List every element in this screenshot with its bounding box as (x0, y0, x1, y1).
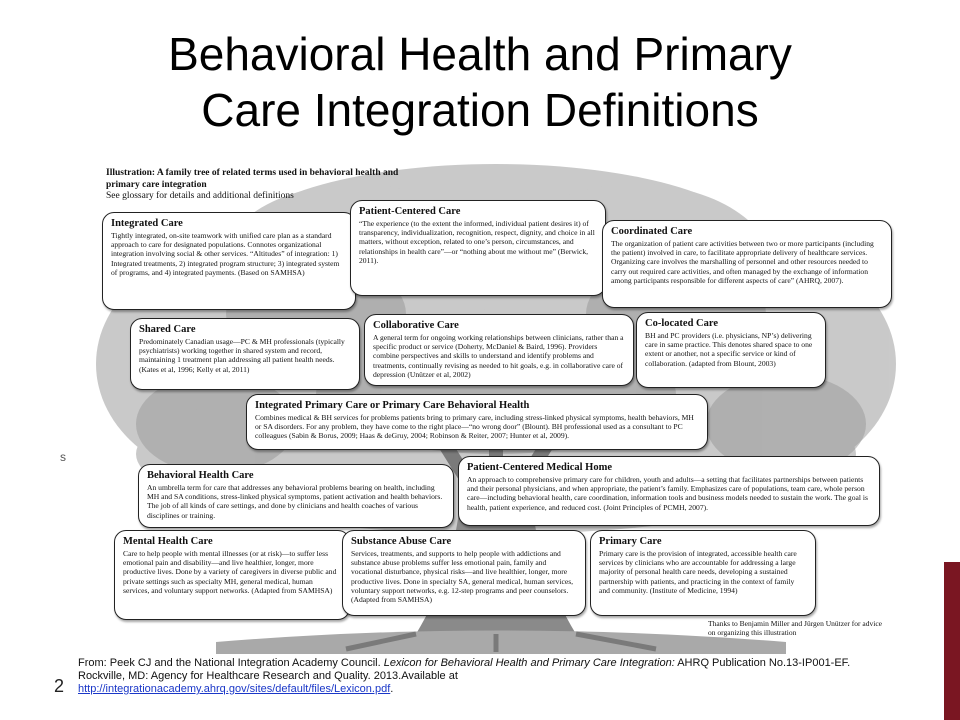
definition-box-coordinated-care (602, 220, 892, 308)
definition-box-patient-centered-medical-home (458, 456, 880, 526)
definition-box-co-located-care (636, 312, 826, 388)
figure-caption-title: Illustration: A family tree of related terms used in behavioral health and primary care integration (106, 168, 399, 190)
definition-box-collaborative-care (364, 314, 634, 386)
citation-link[interactable]: http://integrationacademy.ahrq.gov/sites/default/files/Lexicon.pdf (78, 683, 391, 695)
definition-title: Mental Health Care (123, 536, 213, 547)
definition-title: Collaborative Care (373, 320, 459, 331)
citation-details: AHRQ Publication No.13-IP001-EF. Rockville, MD: Agency for Healthcare Research and Quality. 2013.Available at (78, 657, 851, 682)
definition-title: Patient-Centered Care (359, 206, 461, 217)
definition-title: Shared Care (139, 324, 196, 335)
citation-end: . (390, 683, 394, 695)
title-line-2: Care Integration Definitions (201, 84, 759, 136)
definition-body: Tightly integrated, on-site teamwork with unified care plan as a standard approach to care for designated populations. Connotes organizational integration involving social & other services. “Altitudes” of integration: 1) Integrated treatments, 2) integrated program structure; 3) integrated system of programs, and 4) integrated payments. (Based on SAMHSA) (111, 231, 340, 277)
definition-box-shared-care (130, 318, 360, 390)
definition-title: Substance Abuse Care (351, 536, 452, 547)
title-line-1: Behavioral Health and Primary (168, 28, 792, 80)
definition-body: Predominately Canadian usage—PC & MH professionals (typically psychiatrists) working together in shared system and record, maintaining 1 treatment plan addressing all patient health needs. (Kates et al, 1996; Kelly et al, 2011) (139, 337, 345, 374)
definition-body: The organization of patient care activities between two or more participants (including the patient) involved in care, to facilitate appropriate delivery of healthcare services. Organizing care involves the marshalling of personnel and other resources needed to carry out required care activities, and often managed by the exchange of information among participants responsible for different aspects of care” (AHRQ, 2007). (611, 239, 874, 285)
definition-box-behavioral-health-care (138, 464, 454, 528)
definition-box-integrated-primary-care (246, 394, 708, 450)
citation-prefix: From: Peek CJ and the National Integration Academy Council. (78, 657, 384, 669)
definition-title: Integrated Care (111, 218, 183, 229)
page-number: 2 (54, 676, 65, 696)
definition-box-mental-health-care (114, 530, 350, 620)
definition-title: Patient-Centered Medical Home (467, 462, 613, 473)
definition-body: Combines medical & BH services for problems patients bring to primary care, including stress-linked physical symptoms, health behaviors, MH or SA disorders. For any problem, they have come to the right place—“no wrong door” (Blount). BH professional used as a consultant to PC colleagues (Sabin & Borus, 2009; Haas & deGruy, 2004; Robinson & Reiter, 2007; Hunter et al, 2009). (255, 413, 694, 441)
edge-mark: s (60, 450, 66, 464)
acknowledgement-note: Thanks to Benjamin Miller and Jürgen Unützer for advice on organizing this illustration (708, 619, 882, 637)
slide-title (60, 26, 900, 138)
definition-body: “The experience (to the extent the informed, individual patient desires it) of transparency, individualization, recognition, respect, dignity, and choice in all matters, without exception, related to one’s person, circumstances, and relationships in health care”—or “nothing about me without me” (Berwick, 2011). (359, 219, 595, 265)
definition-body: Care to help people with mental illnesses (or at risk)—to suffer less emotional pain and disability—and live healthier, longer, more productive lives. Done by a variety of caregivers in diverse public and private settings such as specialty MH, general medical, human services, and voluntary support networks. (Adapted from SAMHSA) (123, 549, 337, 595)
definition-box-patient-centered-care (350, 200, 606, 296)
definition-title: Primary Care (599, 536, 662, 547)
definition-body: An umbrella term for care that addresses any behavioral problems bearing on health, including MH and SA conditions, stress-linked physical symptoms, patient activation and health behaviors. The job of all kinds of care settings, and done by clinicians and health coaches of various disciplines or training. (147, 483, 443, 520)
definition-body: A general term for ongoing working relationships between clinicians, rather than a specific product or service (Doherty, McDaniel & Baird, 1996). Providers combine perspectives and skills to understand and identify problems and treatments, continually revising as needed to hit goals, e.g. in collaborative care of depression (Unützer et al, 2002) (373, 333, 624, 379)
definition-title: Behavioral Health Care (147, 470, 254, 481)
figure-caption (106, 168, 406, 203)
definition-body: BH and PC providers (i.e. physicians, NP’s) delivering care in same practice. This denotes shared space to one extent or another, not a specific service or kind of collaboration. (adapted from Blount, 2003) (645, 331, 813, 368)
citation-title: Lexicon for Behavioral Health and Primary Care Integration: (383, 657, 675, 669)
slide-edge-decoration (944, 0, 960, 720)
definition-title: Co-located Care (645, 318, 718, 329)
definition-box-integrated-care (102, 212, 356, 310)
definition-box-primary-care (590, 530, 816, 616)
definition-title: Integrated Primary Care or Primary Care Behavioral Health (255, 400, 530, 411)
family-tree-figure (96, 164, 896, 654)
definition-box-substance-abuse-care (342, 530, 586, 616)
definition-body: Primary care is the provision of integrated, accessible health care services by clinicians who are accountable for addressing a large majority of personal health care needs, developing a sustained partnership with patients, and practicing in the context of family and community. (Institute of Medicine, 1994) (599, 549, 797, 595)
accent-bar (944, 562, 960, 720)
source-citation (78, 657, 898, 696)
definition-body: Services, treatments, and supports to help people with addictions and substance abuse problems suffer less emotional pain, family and vocational disturbance, physical risks—and live healthier, longer, more productive lives. Done in specialty SA, general medical, human services, voluntary support networks, e.g. 12-step programs and peer counselors. (Adapted from SAMHSA) (351, 549, 574, 605)
definition-body: An approach to comprehensive primary care for children, youth and adults—a setting that facilitates partnerships between patients and their personal physicians, and when appropriate, the patient’s family. Emphasizes care of populations, team care, whole person care—including behavioral health, care coordination, information tools and business models needed to sustain the work. The goal is health, patient experience, and reduced cost. (Joint Principles of PCMH, 2007). (467, 475, 868, 512)
definition-title: Coordinated Care (611, 226, 693, 237)
figure-caption-subtitle: See glossary for details and additional definitions (106, 191, 294, 201)
